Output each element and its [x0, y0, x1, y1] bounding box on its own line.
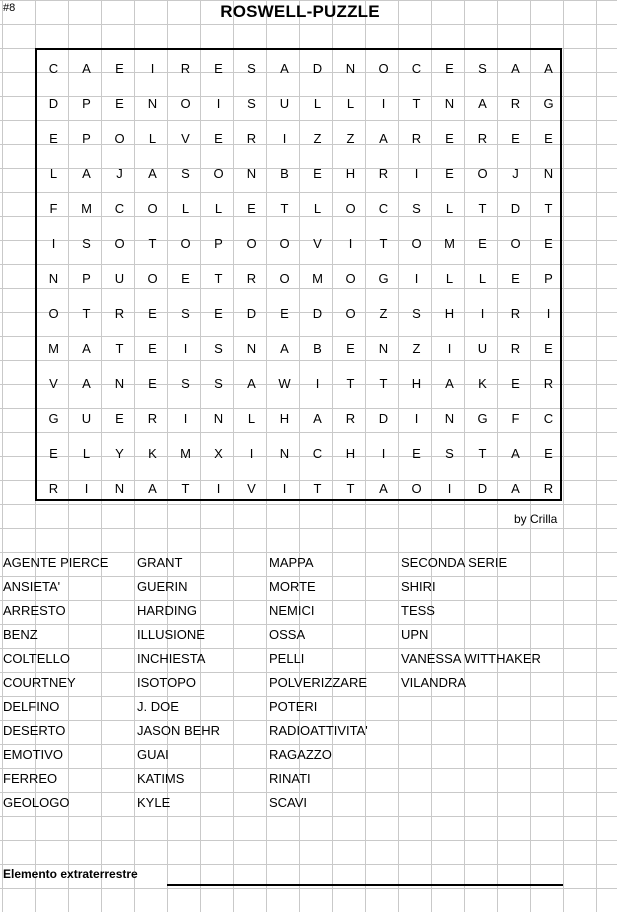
grid-letter[interactable]: S [181, 376, 190, 391]
word-list-item: ISOTOPO [137, 675, 196, 690]
grid-letter[interactable]: D [246, 306, 257, 321]
grid-letter[interactable]: E [214, 131, 223, 146]
grid-letter[interactable]: P [82, 271, 91, 286]
grid-letter[interactable]: S [412, 306, 421, 321]
word-list-item: MORTE [269, 579, 316, 594]
grid-letter[interactable]: E [544, 446, 553, 461]
grid-row [37, 51, 560, 86]
word-list-item: VILANDRA [401, 675, 467, 690]
grid-letter[interactable]: C [543, 411, 554, 426]
grid-letter[interactable]: W [278, 376, 291, 391]
grid-letter[interactable]: D [312, 306, 323, 321]
grid-letter[interactable]: A [478, 96, 487, 111]
grid-row [37, 156, 560, 191]
grid-letter[interactable]: R [510, 96, 521, 111]
grid-letter[interactable]: O [279, 236, 290, 251]
grid-letter[interactable]: I [183, 341, 188, 356]
grid-letter[interactable]: P [214, 236, 223, 251]
grid-letter[interactable]: N [279, 446, 290, 461]
word-list-item: RAGAZZO [269, 747, 332, 762]
grid-letter[interactable]: D [48, 96, 59, 111]
word-list-item: POTERI [269, 699, 318, 714]
grid-letter[interactable]: H [411, 376, 422, 391]
word-list-item: DELFINO [3, 699, 60, 714]
grid-letter[interactable]: A [148, 481, 157, 496]
grid-letter[interactable]: Y [115, 446, 124, 461]
grid-letter[interactable]: B [280, 166, 289, 181]
grid-letter[interactable]: E [148, 376, 157, 391]
grid-letter[interactable]: J [116, 166, 123, 181]
grid-letter[interactable]: F [49, 201, 58, 216]
grid-letter[interactable]: T [346, 376, 355, 391]
grid-letter[interactable]: I [216, 481, 221, 496]
grid-letter[interactable]: R [114, 306, 125, 321]
grid-letter[interactable]: O [345, 201, 356, 216]
grid-letter[interactable]: T [280, 201, 289, 216]
grid-letter[interactable]: T [379, 376, 388, 391]
grid-letter[interactable]: S [247, 96, 256, 111]
word-list-item: KYLE [137, 795, 171, 810]
grid-letter[interactable]: V [49, 376, 58, 391]
grid-row [37, 226, 560, 261]
footer-label: Elemento extraterrestre [3, 867, 138, 881]
letter-grid [35, 48, 562, 501]
grid-letter[interactable]: G [378, 271, 389, 286]
grid-letter[interactable]: L [181, 201, 190, 216]
grid-letter[interactable]: I [348, 236, 353, 251]
word-list-item: SCAVI [269, 795, 308, 810]
grid-letter[interactable]: L [445, 201, 454, 216]
grid-letter[interactable]: E [313, 166, 322, 181]
word-list-item: HARDING [137, 603, 197, 618]
answer-line [167, 884, 563, 886]
grid-letter[interactable]: E [49, 446, 58, 461]
grid-letter[interactable]: E [544, 341, 553, 356]
grid-letter[interactable]: X [214, 446, 223, 461]
grid-letter[interactable]: A [379, 131, 388, 146]
grid-letter[interactable]: G [543, 96, 554, 111]
grid-letter[interactable]: I [381, 446, 386, 461]
grid-letter[interactable]: O [378, 61, 389, 76]
grid-letter[interactable]: S [214, 376, 223, 391]
word-list-item: POLVERIZZARE [269, 675, 368, 690]
grid-letter[interactable]: E [511, 376, 520, 391]
grid-letter[interactable]: N [246, 166, 257, 181]
grid-row [37, 121, 560, 156]
grid-letter[interactable]: N [147, 96, 158, 111]
grid-letter[interactable]: T [313, 481, 322, 496]
grid-letter[interactable]: O [48, 306, 59, 321]
word-list-col-2 [137, 555, 220, 819]
grid-letter[interactable]: O [180, 236, 191, 251]
grid-letter[interactable]: E [148, 306, 157, 321]
grid-letter[interactable]: A [280, 341, 289, 356]
word-list-col-3 [269, 555, 368, 819]
grid-letter[interactable]: L [49, 166, 58, 181]
grid-letter[interactable]: I [216, 96, 221, 111]
grid-letter[interactable]: N [114, 481, 125, 496]
grid-letter[interactable]: O [114, 236, 125, 251]
grid-letter[interactable]: L [313, 96, 322, 111]
grid-letter[interactable]: E [148, 341, 157, 356]
grid-letter[interactable]: Z [379, 306, 388, 321]
grid-letter[interactable]: E [115, 411, 124, 426]
grid-letter[interactable]: U [279, 96, 290, 111]
grid-letter[interactable]: G [48, 411, 59, 426]
word-list-item: GRANT [137, 555, 183, 570]
grid-letter[interactable]: I [84, 481, 89, 496]
grid-letter[interactable]: A [544, 61, 553, 76]
grid-letter[interactable]: I [414, 411, 419, 426]
grid-letter[interactable]: D [312, 61, 323, 76]
word-list-item: OSSA [269, 627, 306, 642]
grid-letter[interactable]: O [411, 236, 422, 251]
grid-letter[interactable]: P [544, 271, 553, 286]
grid-row [37, 86, 560, 121]
word-list-item: FERREO [3, 771, 58, 786]
grid-letter[interactable]: N [543, 166, 554, 181]
grid-letter[interactable]: R [378, 166, 389, 181]
grid-letter[interactable]: U [81, 411, 92, 426]
grid-letter[interactable]: A [82, 376, 91, 391]
grid-letter[interactable]: O [114, 131, 125, 146]
word-list-item: AGENTE PIERCE [3, 555, 109, 570]
grid-letter[interactable]: H [279, 411, 290, 426]
grid-letter[interactable]: E [511, 271, 520, 286]
grid-letter[interactable]: E [478, 236, 487, 251]
word-list-item: EMOTIVO [3, 747, 63, 762]
grid-letter[interactable]: I [51, 236, 56, 251]
grid-letter[interactable]: E [511, 131, 520, 146]
grid-letter[interactable]: T [478, 446, 487, 461]
grid-letter[interactable]: N [114, 376, 125, 391]
grid-letter[interactable]: R [246, 271, 257, 286]
grid-letter[interactable]: P [82, 96, 91, 111]
grid-letter[interactable]: L [247, 411, 256, 426]
grid-letter[interactable]: U [477, 341, 488, 356]
grid-letter[interactable]: I [480, 306, 485, 321]
grid-row [37, 401, 560, 436]
word-list-item: SHIRI [401, 579, 436, 594]
grid-row [37, 261, 560, 296]
grid-letter[interactable]: B [313, 341, 322, 356]
grid-letter[interactable]: S [412, 201, 421, 216]
word-list-item: RINATI [269, 771, 311, 786]
grid-letter[interactable]: E [346, 341, 355, 356]
grid-letter[interactable]: R [411, 131, 422, 146]
grid-letter[interactable]: T [346, 481, 355, 496]
grid-letter[interactable]: I [249, 446, 254, 461]
grid-letter[interactable]: N [444, 96, 455, 111]
grid-letter[interactable]: M [312, 271, 323, 286]
grid-letter[interactable]: R [510, 341, 521, 356]
grid-letter[interactable]: R [147, 411, 158, 426]
grid-letter[interactable]: E [214, 61, 223, 76]
word-list-item: UPN [401, 627, 429, 642]
grid-letter[interactable]: A [445, 376, 454, 391]
grid-row [37, 366, 560, 401]
grid-letter[interactable]: R [510, 306, 521, 321]
word-list-item: GEOLOGO [3, 795, 70, 810]
grid-letter[interactable]: T [148, 236, 157, 251]
grid-letter[interactable]: I [282, 131, 287, 146]
grid-row [37, 296, 560, 331]
grid-letter[interactable]: T [379, 236, 388, 251]
grid-letter[interactable]: R [48, 481, 59, 496]
word-list-col-1 [3, 555, 108, 819]
grid-letter[interactable]: J [512, 166, 519, 181]
grid-letter[interactable]: R [543, 376, 554, 391]
grid-letter[interactable]: O [147, 201, 158, 216]
grid-letter[interactable]: A [280, 61, 289, 76]
grid-letter[interactable]: L [214, 201, 223, 216]
grid-letter[interactable]: N [345, 61, 356, 76]
grid-letter[interactable]: O [411, 481, 422, 496]
grid-letter[interactable]: A [148, 166, 157, 181]
grid-letter[interactable]: E [214, 306, 223, 321]
grid-letter[interactable]: E [412, 446, 421, 461]
grid-letter[interactable]: S [445, 446, 454, 461]
grid-letter[interactable]: L [346, 96, 355, 111]
grid-letter[interactable]: T [544, 201, 553, 216]
grid-letter[interactable]: D [477, 481, 488, 496]
word-list-item: ANSIETA' [3, 579, 61, 594]
word-list-item: KATIMS [137, 771, 185, 786]
grid-letter[interactable]: I [414, 271, 419, 286]
word-list-item: COLTELLO [3, 651, 70, 666]
grid-letter[interactable]: S [181, 166, 190, 181]
grid-letter[interactable]: L [148, 131, 157, 146]
grid-letter[interactable]: T [82, 306, 91, 321]
grid-letter[interactable]: G [477, 411, 488, 426]
grid-letter[interactable]: I [315, 376, 320, 391]
grid-letter[interactable]: E [247, 201, 256, 216]
grid-letter[interactable]: A [379, 481, 388, 496]
grid-letter[interactable]: E [445, 131, 454, 146]
grid-letter[interactable]: F [511, 411, 520, 426]
grid-letter[interactable]: I [414, 166, 419, 181]
grid-letter[interactable]: A [247, 376, 256, 391]
grid-letter[interactable]: A [82, 166, 91, 181]
grid-letter[interactable]: R [345, 411, 356, 426]
grid-letter[interactable]: O [213, 166, 224, 181]
word-list-item: SECONDA SERIE [401, 555, 508, 570]
word-list-item: ARRESTO [3, 603, 66, 618]
grid-letter[interactable]: M [48, 341, 59, 356]
grid-letter[interactable]: K [148, 446, 157, 461]
grid-letter[interactable]: S [82, 236, 91, 251]
grid-letter[interactable]: A [313, 411, 322, 426]
grid-row [37, 331, 560, 366]
grid-letter[interactable]: E [544, 236, 553, 251]
grid-letter[interactable]: V [181, 131, 190, 146]
grid-letter[interactable]: O [180, 96, 191, 111]
grid-letter[interactable]: M [444, 236, 455, 251]
sheet-number: #8 [3, 2, 16, 14]
grid-letter[interactable]: E [445, 166, 454, 181]
grid-letter[interactable]: R [477, 131, 488, 146]
word-list-item: DESERTO [3, 723, 66, 738]
word-list-item: INCHIESTA [137, 651, 206, 666]
grid-letter[interactable]: S [247, 61, 256, 76]
grid-letter[interactable]: E [115, 61, 124, 76]
grid-letter[interactable]: T [478, 201, 487, 216]
grid-letter[interactable]: E [445, 61, 454, 76]
grid-letter[interactable]: O [147, 271, 158, 286]
grid-letter[interactable]: O [510, 236, 521, 251]
grid-letter[interactable]: R [180, 61, 191, 76]
grid-letter[interactable]: I [447, 481, 452, 496]
grid-letter[interactable]: S [181, 306, 190, 321]
grid-letter[interactable]: Z [313, 131, 322, 146]
grid-letter[interactable]: H [444, 306, 455, 321]
word-list-item: RADIOATTIVITA' [269, 723, 368, 738]
grid-letter[interactable]: N [378, 341, 389, 356]
grid-letter[interactable]: M [180, 446, 191, 461]
grid-letter[interactable]: I [150, 61, 155, 76]
grid-letter[interactable]: Z [412, 341, 421, 356]
grid-letter[interactable]: O [345, 306, 356, 321]
grid-letter[interactable]: V [313, 236, 322, 251]
grid-letter[interactable]: L [313, 201, 322, 216]
grid-letter[interactable]: T [214, 271, 223, 286]
grid-letter[interactable]: I [546, 306, 551, 321]
grid-letter[interactable]: L [445, 271, 454, 286]
grid-letter[interactable]: S [214, 341, 223, 356]
word-list-item: JASON BEHR [137, 723, 221, 738]
grid-letter[interactable]: R [543, 481, 554, 496]
grid-letter[interactable]: U [114, 271, 125, 286]
grid-letter[interactable]: H [345, 446, 356, 461]
word-list-item: TESS [401, 603, 435, 618]
word-list-item: J. DOE [137, 699, 179, 714]
word-list-item: BENZ [3, 627, 38, 642]
grid-letter[interactable]: L [82, 446, 91, 461]
grid-letter[interactable]: A [82, 341, 91, 356]
word-list-item: NEMICI [269, 603, 315, 618]
word-list-item: MAPPA [269, 555, 314, 570]
grid-letter[interactable]: E [181, 271, 190, 286]
grid-letter[interactable]: C [114, 201, 125, 216]
credit-text: by Crilla [514, 512, 558, 526]
grid-letter[interactable]: V [247, 481, 256, 496]
grid-letter[interactable]: L [478, 271, 487, 286]
grid-letter[interactable]: I [282, 481, 287, 496]
grid-letter[interactable]: D [378, 411, 389, 426]
grid-letter[interactable]: D [510, 201, 521, 216]
grid-letter[interactable]: C [378, 201, 389, 216]
grid-letter[interactable]: I [183, 411, 188, 426]
grid-letter[interactable]: O [246, 236, 257, 251]
grid-letter[interactable]: A [82, 61, 91, 76]
grid-letter[interactable]: O [279, 271, 290, 286]
grid-letter[interactable]: R [246, 131, 257, 146]
grid-letter[interactable]: S [478, 61, 487, 76]
word-list-col-4 [401, 555, 541, 699]
word-list-item: PELLI [269, 651, 305, 666]
word-list-item: ILLUSIONE [137, 627, 205, 642]
grid-letter[interactable]: N [444, 411, 455, 426]
grid-letter[interactable]: O [345, 271, 356, 286]
grid-letter[interactable]: T [115, 341, 124, 356]
grid-letter[interactable]: I [447, 341, 452, 356]
grid-letter[interactable]: N [246, 341, 257, 356]
grid-letter[interactable]: T [412, 96, 421, 111]
grid-row [37, 436, 560, 471]
grid-letter[interactable]: K [478, 376, 487, 391]
grid-letter[interactable]: O [477, 166, 488, 181]
grid-row [37, 191, 560, 226]
grid-letter[interactable]: N [213, 411, 224, 426]
grid-letter[interactable]: C [312, 446, 323, 461]
grid-letter[interactable]: H [345, 166, 356, 181]
grid-letter[interactable]: A [511, 61, 520, 76]
word-list-item: GUAI [137, 747, 169, 762]
grid-letter[interactable]: T [181, 481, 190, 496]
grid-letter[interactable]: N [48, 271, 59, 286]
grid-letter[interactable]: E [115, 96, 124, 111]
word-list-item: VANESSA WITTHAKER [401, 651, 541, 666]
grid-row [37, 471, 560, 506]
grid-letter[interactable]: A [511, 446, 520, 461]
grid-letter[interactable]: Z [346, 131, 355, 146]
grid-letter[interactable]: I [381, 96, 386, 111]
grid-letter[interactable]: C [411, 61, 422, 76]
word-list-item: COURTNEY [3, 675, 76, 690]
grid-letter[interactable]: A [511, 481, 520, 496]
grid-letter[interactable]: M [81, 201, 92, 216]
page-title: ROSWELL-PUZZLE [220, 2, 380, 21]
word-list-item: GUERIN [137, 579, 188, 594]
grid-letter[interactable]: E [49, 131, 58, 146]
grid-letter[interactable]: P [82, 131, 91, 146]
grid-letter[interactable]: E [544, 131, 553, 146]
grid-letter[interactable]: C [48, 61, 59, 76]
grid-letter[interactable]: E [280, 306, 289, 321]
